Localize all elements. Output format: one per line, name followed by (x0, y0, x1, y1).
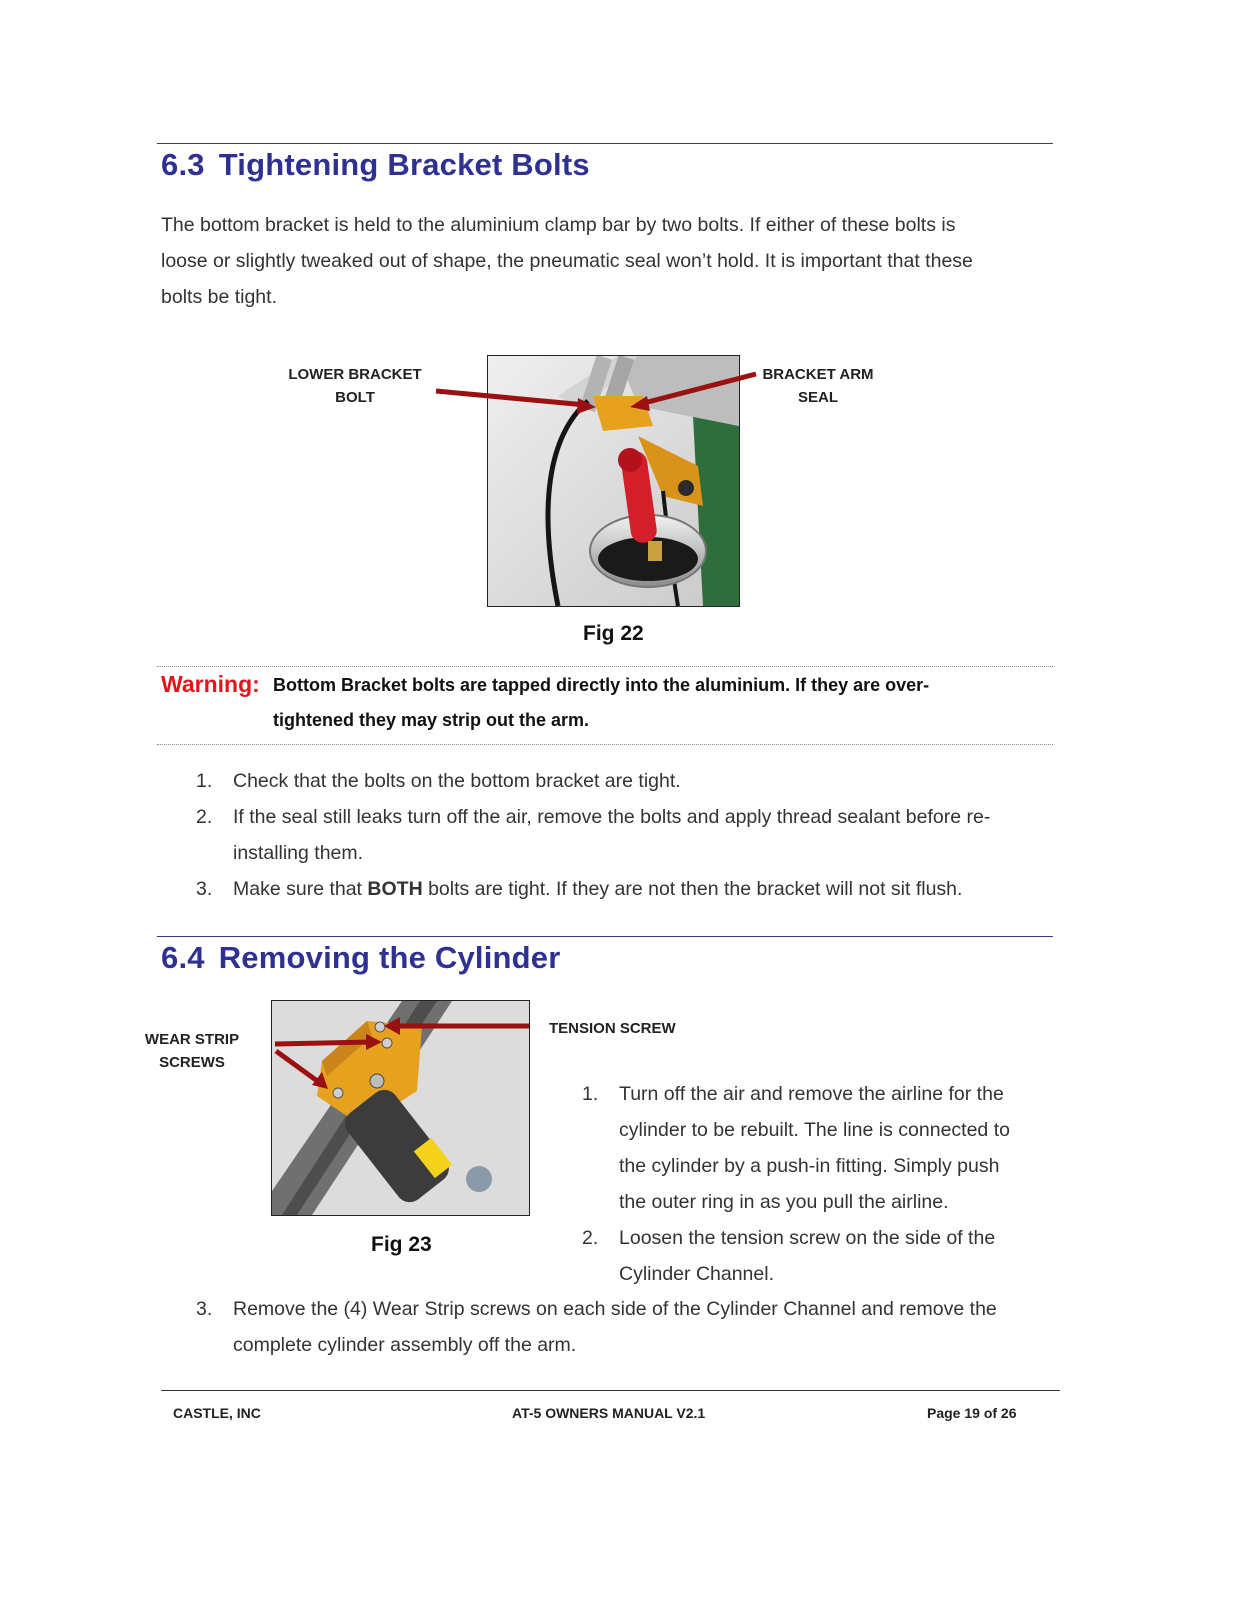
list-item: 1. Turn off the air and remove the airline for the cylinder to be rebuilt. The line is connected to the cylinder by a push-in fitting. Simply push the outer ring in as you pull the airline. (582, 1083, 1010, 1213)
figure-22-caption: Fig 22 (583, 622, 644, 645)
list-item: 1. Check that the bolts on the bottom bracket are tight. (196, 770, 681, 792)
section-number: 6.4 (161, 940, 205, 975)
footer-rule (161, 1390, 1060, 1391)
callout-bracket-arm-seal: BRACKET ARM SEAL (762, 366, 874, 406)
warning-bottom-rule (157, 744, 1053, 745)
warning-top-rule (157, 666, 1053, 667)
footer-company: CASTLE, INC (173, 1405, 261, 1421)
warning-label: Warning: (161, 671, 260, 697)
figure-23-caption: Fig 23 (371, 1233, 432, 1256)
section-heading-6-4 (161, 940, 561, 976)
list-item: 2. Loosen the tension screw on the side of the Cylinder Channel. (582, 1227, 996, 1285)
steps-list-6-4-continued (196, 1291, 1066, 1363)
warning-text: Bottom Bracket bolts are tapped directly into the aluminium. If they are over- tightened they may strip out the arm. (273, 675, 930, 730)
section-title: Tightening Bracket Bolts (218, 147, 590, 182)
emphasis-both: BOTH (367, 878, 423, 900)
figure-23-arrows (0, 990, 560, 1110)
section-title: Removing the Cylinder (218, 940, 561, 975)
list-item: 3. Make sure that BOTH bolts are tight. If they are not then the bracket will not sit flush. (196, 878, 963, 900)
steps-list-6-4 (582, 1076, 1052, 1292)
intro-line: loose or slightly tweaked out of shape, the pneumatic seal won’t hold. It is important that these (161, 250, 973, 272)
section-divider (157, 936, 1053, 937)
figure-22-arrows (0, 0, 1237, 620)
callout-tension-screw: TENSION SCREW (549, 1020, 676, 1037)
footer-manual-title: AT-5 OWNERS MANUAL V2.1 (512, 1405, 706, 1421)
footer-page-number: Page 19 of 26 (927, 1405, 1017, 1421)
list-item: 3. Remove the (4) Wear Strip screws on each side of the Cylinder Channel and remove the complete cylinder assembly off the arm. (196, 1298, 997, 1356)
callout-lower-bracket-bolt: LOWER BRACKET BOLT (288, 366, 422, 406)
callout-wear-strip-screws: WEAR STRIP SCREWS (144, 1031, 240, 1071)
steps-list-6-3 (196, 763, 1056, 907)
section-number: 6.3 (161, 147, 205, 182)
intro-line: bolts be tight. (161, 286, 277, 308)
list-item: 2. If the seal still leaks turn off the air, remove the bolts and apply thread sealant before re- installing them. (196, 806, 991, 864)
intro-line: The bottom bracket is held to the aluminium clamp bar by two bolts. If either of these bolts is (161, 214, 956, 236)
